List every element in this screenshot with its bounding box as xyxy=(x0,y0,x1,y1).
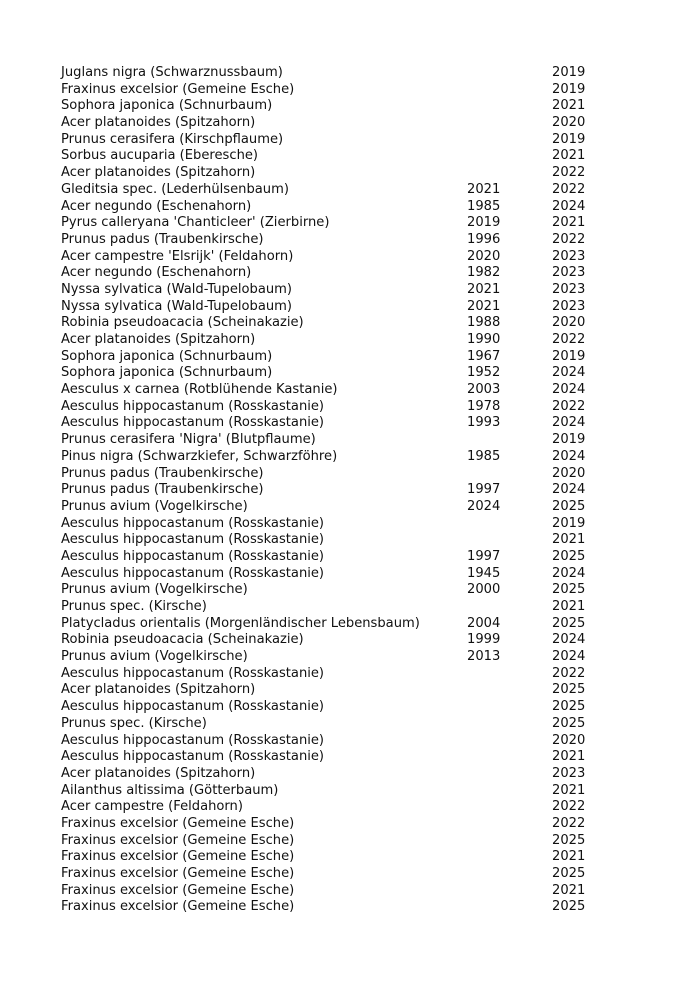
species-cell: Aesculus hippocastanum (Rosskastanie) xyxy=(61,415,325,431)
year-planted-cell: 1988 xyxy=(467,315,501,331)
year-inspected-cell: 2025 xyxy=(552,682,586,698)
year-planted-cell: 2003 xyxy=(467,382,501,398)
year-inspected-cell: 2025 xyxy=(552,715,586,731)
year-planted-cell: 1990 xyxy=(467,332,501,347)
year-planted-cell: 1978 xyxy=(467,398,501,414)
year-inspected-cell: 2021 xyxy=(552,782,586,798)
year-inspected-cell: 2025 xyxy=(552,615,586,631)
year-inspected-cell: 2022 xyxy=(552,799,586,815)
year-inspected-cell: 2023 xyxy=(552,298,586,314)
year-inspected-cell: 2022 xyxy=(552,398,586,414)
year-inspected-cell: 2019 xyxy=(552,131,586,147)
year-inspected-cell: 2021 xyxy=(552,98,586,114)
year-planted-cell: 1982 xyxy=(467,265,501,281)
table-row xyxy=(61,783,601,800)
year-planted-cell: 2021 xyxy=(467,181,501,197)
table-row xyxy=(61,516,601,533)
table-row xyxy=(61,682,601,699)
species-cell: Acer platanoides (Spitzahorn) xyxy=(61,765,256,781)
species-cell: Aesculus hippocastanum (Rosskastanie) xyxy=(61,699,325,715)
year-planted-cell: 1967 xyxy=(467,348,501,364)
year-planted-cell: 1996 xyxy=(467,231,501,247)
species-cell: Gleditsia spec. (Lederhülsenbaum) xyxy=(61,181,289,197)
table-row xyxy=(61,182,601,199)
year-inspected-cell: 2022 xyxy=(552,815,586,831)
table-row xyxy=(61,699,601,716)
year-inspected-cell: 2025 xyxy=(552,832,586,848)
species-cell: Prunus padus (Traubenkirsche) xyxy=(61,231,264,247)
year-planted-cell: 1993 xyxy=(467,415,501,431)
species-cell: Pinus nigra (Schwarzkiefer, Schwarzföhre) xyxy=(61,448,338,464)
year-planted-cell: 2021 xyxy=(467,298,501,314)
year-planted-cell: 1985 xyxy=(467,448,501,464)
year-planted-cell: 2019 xyxy=(467,215,501,231)
table-row xyxy=(61,482,601,499)
year-inspected-cell: 2019 xyxy=(552,515,586,531)
table-row xyxy=(61,799,601,816)
table-row xyxy=(61,115,601,132)
species-cell: Nyssa sylvatica (Wald-Tupelobaum) xyxy=(61,298,293,314)
year-inspected-cell: 2025 xyxy=(552,548,586,564)
table-row xyxy=(61,616,601,633)
species-cell: Fraxinus excelsior (Gemeine Esche) xyxy=(61,849,295,865)
table-row xyxy=(61,315,601,332)
species-cell: Acer campestre 'Elsrijk' (Feldahorn) xyxy=(61,248,294,264)
species-cell: Fraxinus excelsior (Gemeine Esche) xyxy=(61,899,295,915)
year-inspected-cell: 2023 xyxy=(552,281,586,297)
year-inspected-cell: 2024 xyxy=(552,565,586,581)
species-cell: Fraxinus excelsior (Gemeine Esche) xyxy=(61,832,295,848)
table-row xyxy=(61,766,601,783)
table-row xyxy=(61,282,601,299)
table-row xyxy=(61,299,601,316)
year-inspected-cell: 2024 xyxy=(552,382,586,398)
species-cell: Acer platanoides (Spitzahorn) xyxy=(61,165,256,181)
species-cell: Acer negundo (Eschenahorn) xyxy=(61,265,252,281)
year-planted-cell: 1952 xyxy=(467,365,501,381)
year-planted-cell: 2013 xyxy=(467,649,501,665)
year-inspected-cell: 2025 xyxy=(552,699,586,715)
year-planted-cell: 1985 xyxy=(467,198,501,214)
species-cell: Prunus padus (Traubenkirsche) xyxy=(61,482,264,498)
year-inspected-cell: 2019 xyxy=(552,81,586,97)
species-cell: Prunus avium (Vogelkirsche) xyxy=(61,498,248,514)
year-inspected-cell: 2024 xyxy=(552,198,586,214)
year-inspected-cell: 2022 xyxy=(552,181,586,197)
table-row xyxy=(61,566,601,583)
species-cell: Ailanthus altissima (Götterbaum) xyxy=(61,782,279,798)
table-row xyxy=(61,849,601,866)
table-row xyxy=(61,415,601,432)
table-row xyxy=(61,132,601,149)
species-cell: Aesculus hippocastanum (Rosskastanie) xyxy=(61,515,325,531)
year-planted-cell: 2021 xyxy=(467,281,501,297)
species-cell: Sophora japonica (Schnurbaum) xyxy=(61,348,273,364)
table-row xyxy=(61,549,601,566)
year-planted-cell: 2024 xyxy=(467,498,501,514)
species-cell: Prunus spec. (Kirsche) xyxy=(61,715,207,731)
table-row xyxy=(61,399,601,416)
year-inspected-cell: 2021 xyxy=(552,532,586,548)
year-inspected-cell: 2025 xyxy=(552,899,586,915)
species-cell: Juglans nigra (Schwarznussbaum) xyxy=(61,65,283,80)
year-planted-cell: 2020 xyxy=(467,248,501,264)
year-planted-cell: 2000 xyxy=(467,582,501,598)
table-row xyxy=(61,82,601,99)
year-inspected-cell: 2021 xyxy=(552,749,586,765)
table-row xyxy=(61,349,601,366)
year-planted-cell: 2004 xyxy=(467,615,501,631)
year-planted-cell: 1945 xyxy=(467,565,501,581)
table-row xyxy=(61,199,601,216)
year-inspected-cell: 2023 xyxy=(552,248,586,264)
table-row xyxy=(61,632,601,649)
year-inspected-cell: 2022 xyxy=(552,332,586,347)
species-cell: Fraxinus excelsior (Gemeine Esche) xyxy=(61,866,295,881)
table-row xyxy=(61,265,601,282)
year-planted-cell: 1999 xyxy=(467,632,501,648)
year-planted-cell: 1997 xyxy=(467,482,501,498)
year-inspected-cell: 2020 xyxy=(552,465,586,481)
year-inspected-cell: 2024 xyxy=(552,649,586,665)
table-row xyxy=(61,499,601,516)
species-cell: Robinia pseudoacacia (Scheinakazie) xyxy=(61,632,304,648)
table-row xyxy=(61,332,601,349)
table-row xyxy=(61,599,601,616)
year-inspected-cell: 2021 xyxy=(552,882,586,898)
species-cell: Prunus avium (Vogelkirsche) xyxy=(61,649,248,665)
species-cell: Acer platanoides (Spitzahorn) xyxy=(61,682,256,698)
species-cell: Prunus cerasifera 'Nigra' (Blutpflaume) xyxy=(61,432,316,448)
year-inspected-cell: 2024 xyxy=(552,482,586,498)
table-row xyxy=(61,899,601,916)
year-inspected-cell: 2022 xyxy=(552,665,586,681)
species-cell: Pyrus calleryana 'Chanticleer' (Zierbirne) xyxy=(61,215,330,231)
species-cell: Aesculus hippocastanum (Rosskastanie) xyxy=(61,532,325,548)
table-row xyxy=(61,466,601,483)
species-cell: Sophora japonica (Schnurbaum) xyxy=(61,98,273,114)
year-inspected-cell: 2025 xyxy=(552,498,586,514)
table-row xyxy=(61,449,601,466)
species-cell: Aesculus hippocastanum (Rosskastanie) xyxy=(61,732,325,748)
table-row xyxy=(61,432,601,449)
species-cell: Fraxinus excelsior (Gemeine Esche) xyxy=(61,815,295,831)
species-cell: Aesculus hippocastanum (Rosskastanie) xyxy=(61,398,325,414)
species-cell: Acer negundo (Eschenahorn) xyxy=(61,198,252,214)
species-cell: Fraxinus excelsior (Gemeine Esche) xyxy=(61,81,295,97)
table-row xyxy=(61,98,601,115)
year-inspected-cell: 2023 xyxy=(552,765,586,781)
table-row xyxy=(61,733,601,750)
year-inspected-cell: 2020 xyxy=(552,732,586,748)
species-cell: Sorbus aucuparia (Eberesche) xyxy=(61,148,259,164)
table-row xyxy=(61,649,601,666)
year-inspected-cell: 2024 xyxy=(552,448,586,464)
year-inspected-cell: 2025 xyxy=(552,582,586,598)
species-cell: Robinia pseudoacacia (Scheinakazie) xyxy=(61,315,304,331)
year-inspected-cell: 2021 xyxy=(552,148,586,164)
species-cell: Prunus spec. (Kirsche) xyxy=(61,599,207,614)
species-cell: Prunus cerasifera (Kirschpflaume) xyxy=(61,131,284,147)
year-inspected-cell: 2024 xyxy=(552,632,586,648)
species-cell: Acer campestre (Feldahorn) xyxy=(61,799,243,815)
species-cell: Aesculus hippocastanum (Rosskastanie) xyxy=(61,548,325,564)
year-inspected-cell: 2021 xyxy=(552,849,586,865)
year-inspected-cell: 2022 xyxy=(552,165,586,181)
table-row xyxy=(61,148,601,165)
table-row xyxy=(61,165,601,182)
year-inspected-cell: 2019 xyxy=(552,65,586,80)
species-cell: Nyssa sylvatica (Wald-Tupelobaum) xyxy=(61,281,293,297)
year-inspected-cell: 2020 xyxy=(552,315,586,331)
table-row xyxy=(61,833,601,850)
year-inspected-cell: 2025 xyxy=(552,866,586,881)
table-row xyxy=(61,716,601,733)
species-cell: Acer platanoides (Spitzahorn) xyxy=(61,332,256,347)
year-inspected-cell: 2022 xyxy=(552,231,586,247)
year-inspected-cell: 2019 xyxy=(552,348,586,364)
year-inspected-cell: 2020 xyxy=(552,115,586,131)
table-row xyxy=(61,215,601,232)
species-cell: Sophora japonica (Schnurbaum) xyxy=(61,365,273,381)
table-row xyxy=(61,532,601,549)
year-inspected-cell: 2019 xyxy=(552,432,586,448)
species-cell: Aesculus x carnea (Rotblühende Kastanie) xyxy=(61,382,338,398)
table-row xyxy=(61,816,601,833)
table-row xyxy=(61,866,601,883)
table-row xyxy=(61,666,601,683)
species-cell: Prunus padus (Traubenkirsche) xyxy=(61,465,264,481)
table-row xyxy=(61,582,601,599)
species-cell: Acer platanoides (Spitzahorn) xyxy=(61,115,256,131)
species-cell: Aesculus hippocastanum (Rosskastanie) xyxy=(61,665,325,681)
species-cell: Prunus avium (Vogelkirsche) xyxy=(61,582,248,598)
species-cell: Fraxinus excelsior (Gemeine Esche) xyxy=(61,882,295,898)
table-row xyxy=(61,365,601,382)
year-inspected-cell: 2023 xyxy=(552,265,586,281)
table-row xyxy=(61,249,601,266)
table-row xyxy=(61,883,601,900)
table-row xyxy=(61,232,601,249)
table-row xyxy=(61,65,601,82)
species-cell: Aesculus hippocastanum (Rosskastanie) xyxy=(61,749,325,765)
species-cell: Aesculus hippocastanum (Rosskastanie) xyxy=(61,565,325,581)
year-inspected-cell: 2021 xyxy=(552,599,586,614)
year-inspected-cell: 2024 xyxy=(552,365,586,381)
table-row xyxy=(61,749,601,766)
tree-table xyxy=(61,65,601,916)
year-inspected-cell: 2021 xyxy=(552,215,586,231)
year-inspected-cell: 2024 xyxy=(552,415,586,431)
table-row xyxy=(61,382,601,399)
species-cell: Platycladus orientalis (Morgenländischer Lebensbaum) xyxy=(61,615,420,631)
year-planted-cell: 1997 xyxy=(467,548,501,564)
